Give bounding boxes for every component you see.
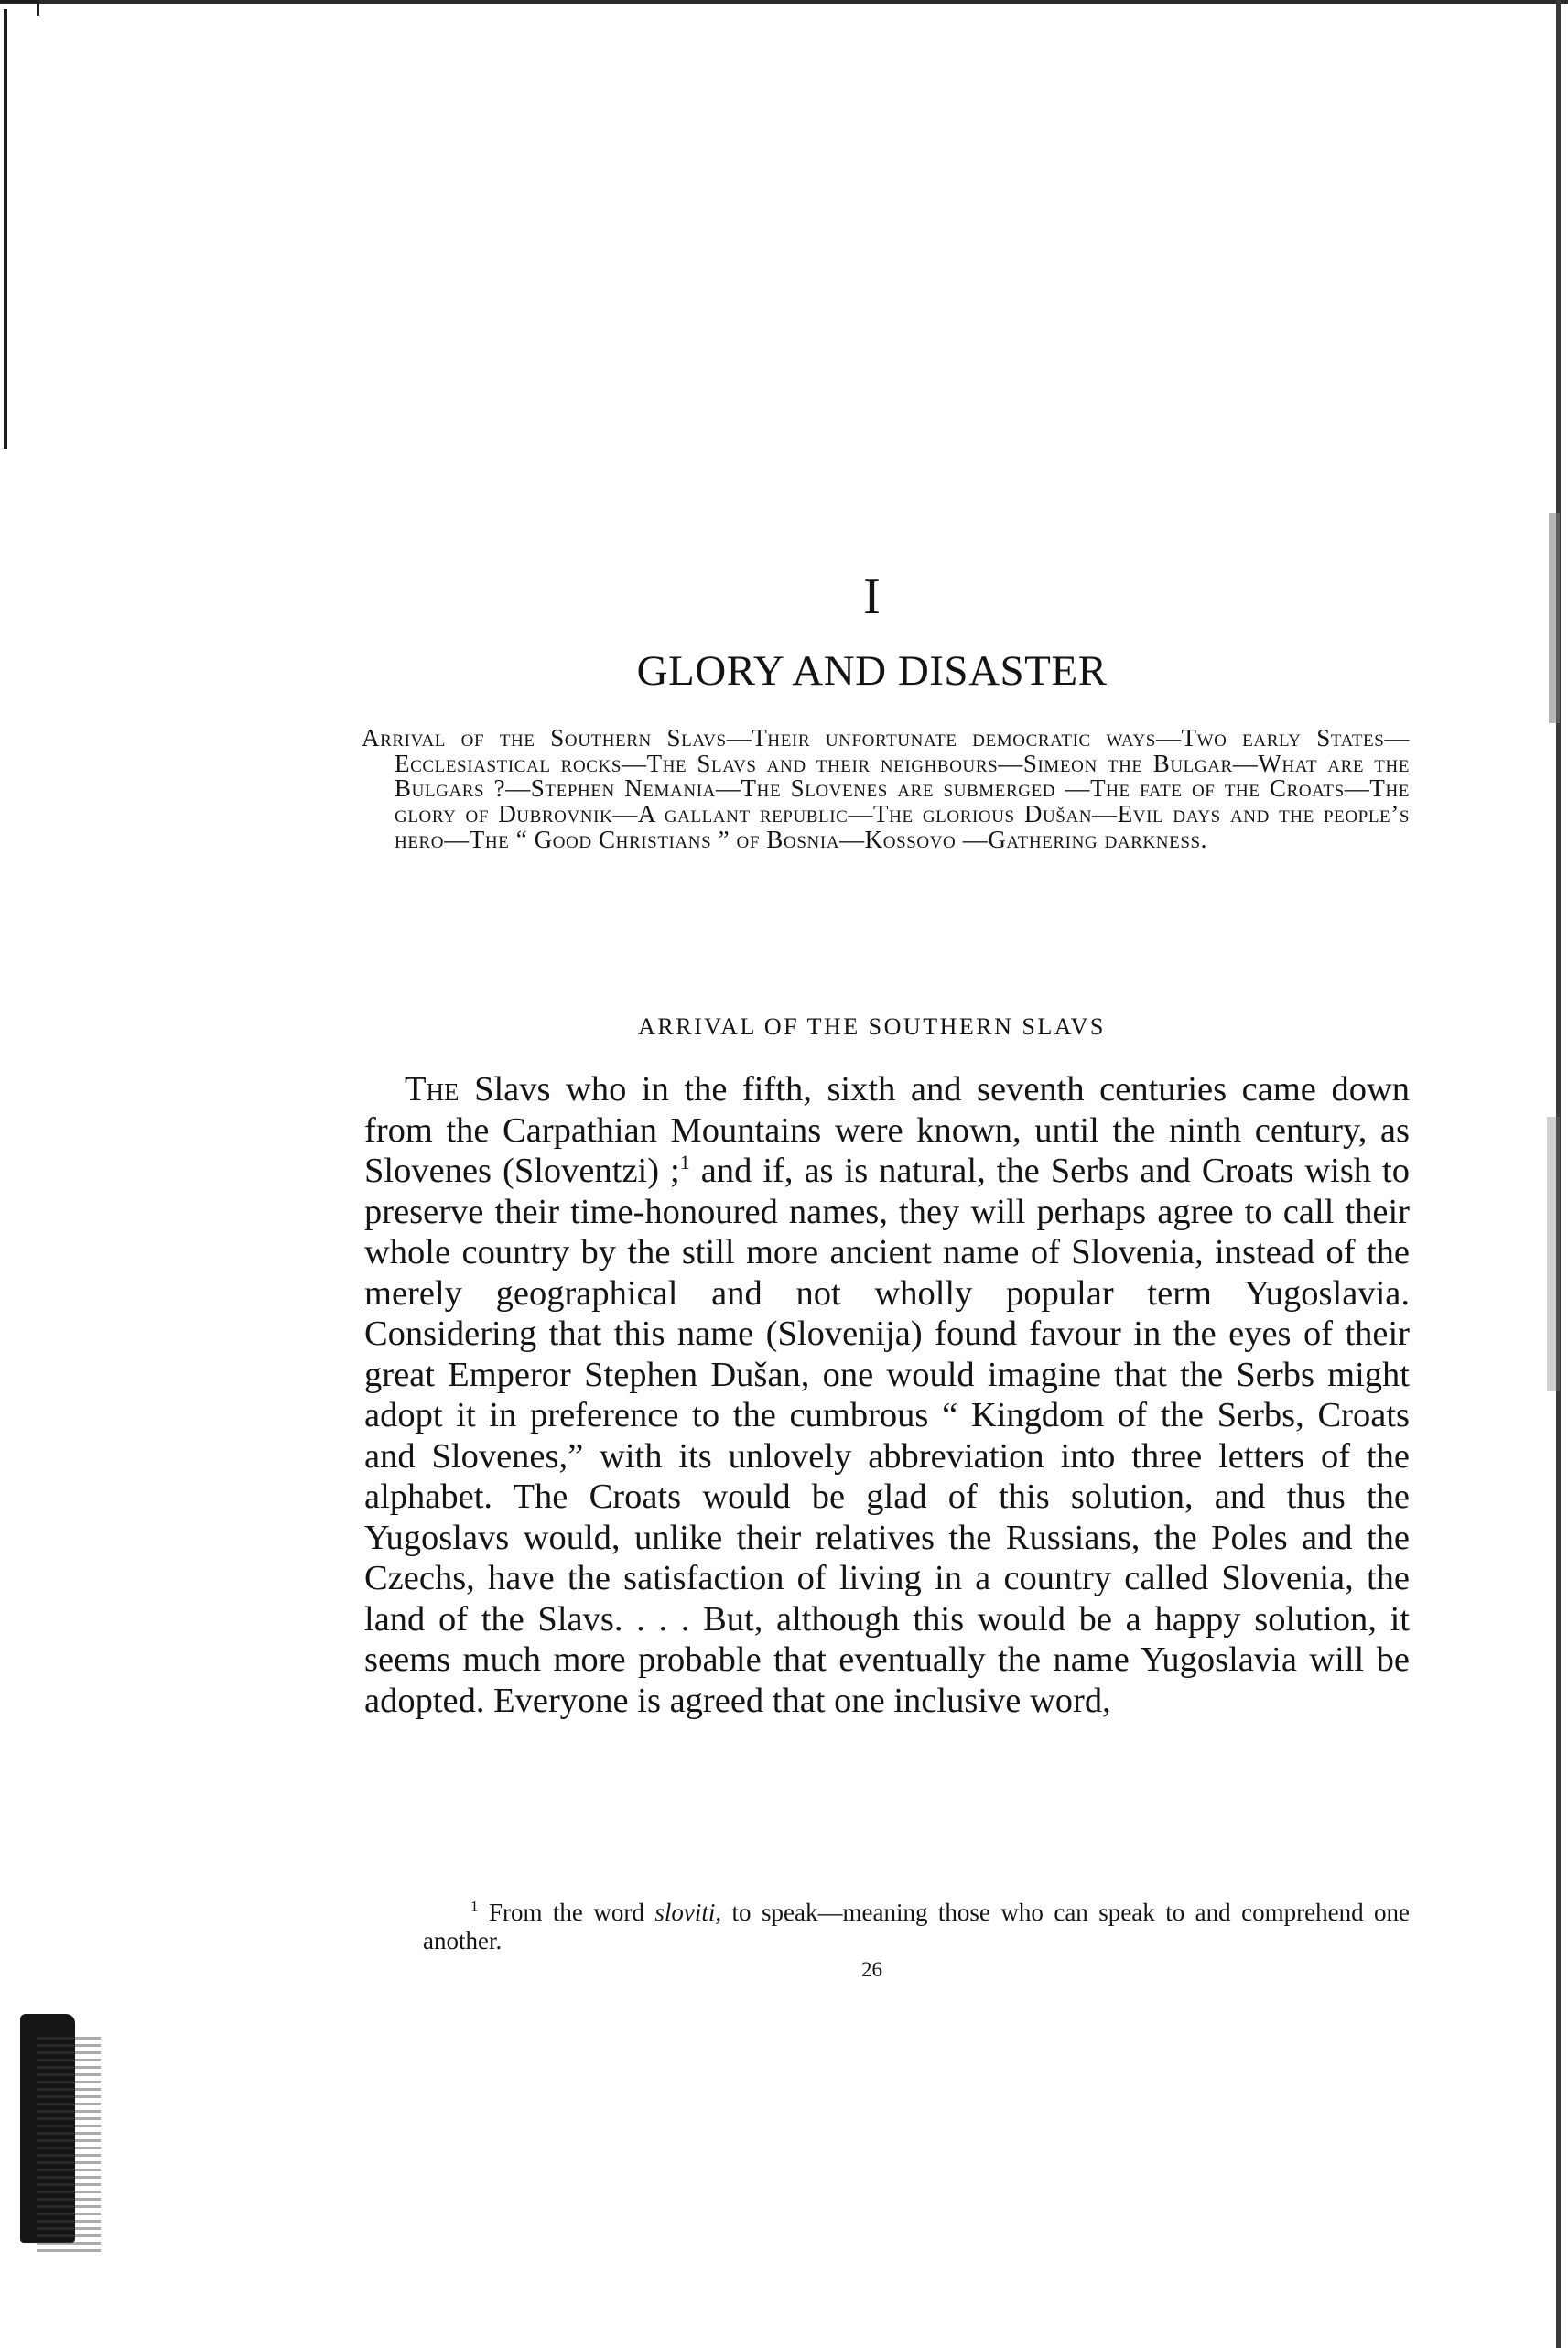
scan-smudge <box>1547 1117 1560 1391</box>
section-heading: ARRIVAL OF THE SOUTHERN SLAVS <box>638 1013 1106 1040</box>
footnote-marker: 1 <box>470 1898 479 1915</box>
chapter-synopsis: Arrival of the Southern Slavs—Their unfortunate democratic ways—Two early States—Ecclesiastical rocks—The Slavs and their neighbours—Simeon the Bulgar—What are the Bulgars ?—Stephen Nemania—The Slovenes are submerged —The fate of the Croats—The glory of Dubrovnik—A gallant republic—The glorious Dušan—Evil days and the people’s hero—The “ Good Christians ” of Bosnia—Kossovo —Gathering darkness. <box>362 724 1410 853</box>
chapter-number: I <box>863 568 881 625</box>
footnote <box>375 1899 1410 1955</box>
body-text-part: Slavs who in the fifth, sixth and seventh centuries came down from the Carpathian Mountains were known, until the ninth century, as Slovenes (Sloventzi) ; <box>364 1070 1410 1190</box>
scan-left-edge <box>4 9 7 449</box>
chapter-title: GLORY AND DISASTER <box>636 647 1108 695</box>
footnote-text: From the word <box>478 1899 655 1926</box>
footnote-reference: 1 <box>679 1151 690 1174</box>
scan-binding-speckle <box>37 2032 101 2252</box>
scan-top-edge <box>0 0 1568 4</box>
footnote-text: to speak—meaning those who can speak to and comprehend one another. <box>423 1899 1411 1954</box>
footnote-term: sloviti, <box>654 1899 722 1926</box>
page-number: 26 <box>861 1958 882 1981</box>
body-text-part: and if, as is natural, the Serbs and Croats wish to preserve their time-honoured names, they will perhaps agree to call their whole country by the still more ancient name of Slovenia, instead of the merely geographical and not wholly popular term Yugoslavia. Considering that this name (Slovenija) found favour in the eyes of their great Emperor Stephen Dušan, one would imagine that the Serbs might adopt it in preference to the cumbrous “ Kingdom of the Serbs, Croats and Slovenes,” with its unlovely abbreviation into three letters of the alphabet. The Croats would be glad of this solution, and thus the Yugoslavs would, unlike their relatives the Russians, the Poles and the Czechs, have the satisfaction of living in a country called Slovenia, the land of the Slavs. . . . But, although this would be a happy solution, it seems much more probable that eventually the name Yugoslavia will be adopted. Everyone is agreed that one inclusive word, <box>364 1152 1410 1720</box>
lead-word: The <box>405 1070 460 1109</box>
body-paragraph <box>364 1069 1410 1721</box>
